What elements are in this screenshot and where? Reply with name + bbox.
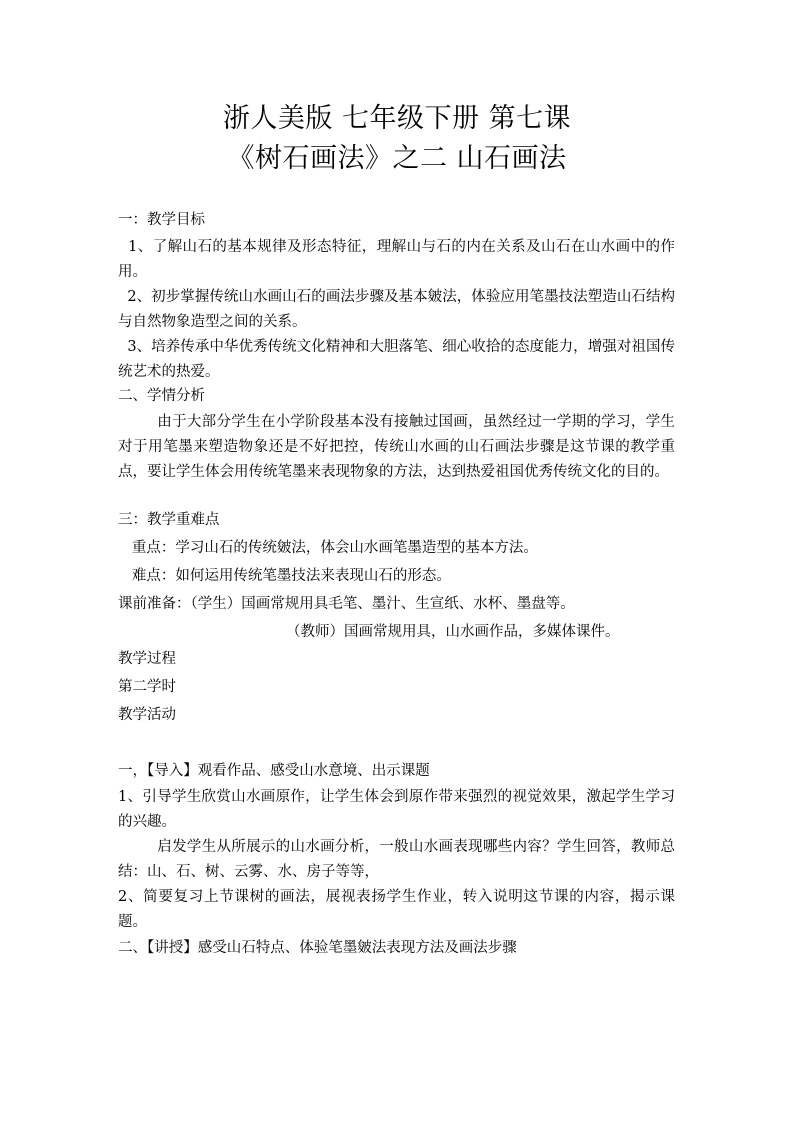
preparation-students: 课前准备：（学生）国画常规用具毛笔、墨汁、生宣纸、水杯、墨盘等。	[118, 596, 575, 612]
preparation-teacher: （教师）国画常规用具，山水画作品，多媒体课件。	[286, 624, 620, 640]
difficulty-text: 难点：如何运用传统笔墨技法来表现山石的形态。	[118, 568, 451, 584]
process-period: 第二学时	[118, 679, 176, 695]
section-heading-objectives: 一：教学目标	[118, 212, 205, 228]
analysis-paragraph: 由于大部分学生在小学阶段基本没有接触过国画，虽然经过一学期的学习，学生对于用笔墨来塑造物象还是不好把控，传统山水画的山石画法步骤是这节课的教学重点，要让学生体会用传统笔墨来表现物象的方法，达到热爱祖国优秀传统文化的目的。	[118, 414, 675, 480]
objective-item-1: 1、了解山石的基本规律及形态特征，理解山与石的内在关系及山石在山水画中的作用。	[118, 239, 675, 280]
key-point-text: 重点：学习山石的传统皴法，体会山水画笔墨造型的基本方法。	[118, 540, 538, 556]
objective-item-3: 3、培养传承中华优秀传统文化精神和大胆落笔、细心收拾的态度能力，增强对祖国传统艺术的热爱。	[118, 339, 675, 380]
activity1-paragraph-2: 启发学生从所展示的山水画分析，一般山水画表现哪些内容？学生回答，教师总结：山、石、树、云雾、水、房子等等，	[118, 839, 675, 880]
document-title-line2: 《树石画法》之二 山石画法	[227, 143, 567, 174]
activity2-heading: 二、【讲授】感受山石特点、体验笔墨皴法表现方法及画法步骤	[118, 940, 517, 956]
process-heading: 教学过程	[118, 651, 176, 667]
process-activities: 教学活动	[118, 707, 176, 723]
section-heading-key-points: 三：教学重难点	[118, 512, 220, 528]
section-heading-analysis: 二、学情分析	[118, 388, 205, 404]
activity1-heading: 一，【导入】观看作品、感受山水意境、出示课题	[118, 763, 430, 779]
document-title-line1: 浙人美版 七年级下册 第七课	[222, 103, 572, 134]
objective-item-2: 2、初步掌握传统山水画山石的画法步骤及基本皴法，体验应用笔墨技法塑造山石结构与自然物象造型之间的关系。	[118, 289, 675, 330]
activity1-paragraph-1: 1、引导学生欣赏山水画原作，让学生体会到原作带来强烈的视觉效果，激起学生学习的兴趣。	[118, 789, 675, 830]
activity1-paragraph-3: 2、简要复习上节课树的画法，展视表扬学生作业，转入说明这节课的内容，揭示课题。	[118, 889, 675, 930]
